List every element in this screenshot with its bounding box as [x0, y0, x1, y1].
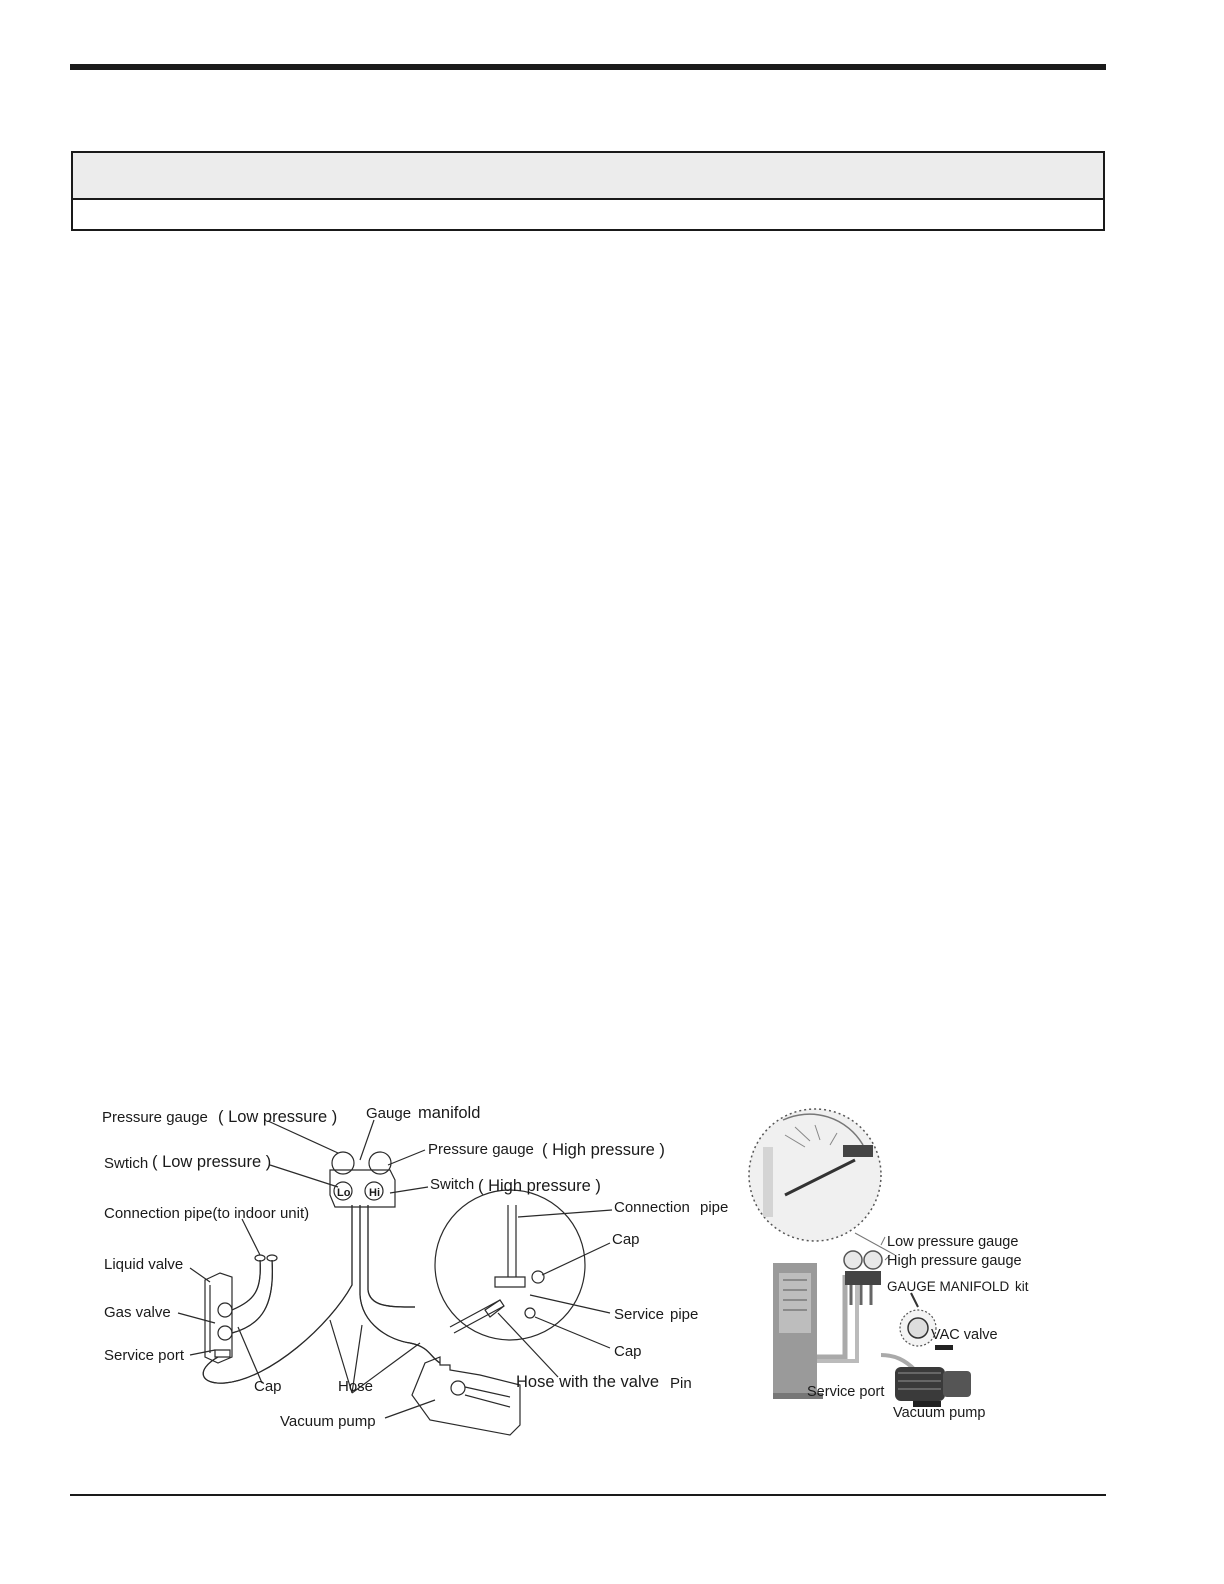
label-gauge: Gauge	[366, 1105, 412, 1122]
bottom-rule	[70, 1494, 1106, 1496]
top-rule	[70, 64, 1106, 70]
label-cap-top: Cap	[612, 1231, 640, 1248]
label-switch-high: Switch	[430, 1176, 475, 1193]
manifold-gauges	[844, 1251, 882, 1305]
label-switch-low: Swtich	[104, 1155, 149, 1172]
label-low-pressure-gauge: Low pressure gauge	[887, 1234, 1019, 1250]
outdoor-unit	[773, 1263, 823, 1399]
header-table	[71, 151, 1105, 231]
gauge-manifold	[330, 1152, 395, 1207]
gauge-closeup	[749, 1109, 881, 1241]
label-gauge-manifold-kit: kit	[1015, 1279, 1029, 1294]
label-cap-bottom: Cap	[614, 1343, 642, 1360]
label-hose: Hose	[338, 1378, 374, 1395]
label-vacuum-pump-photo: Vacuum pump	[893, 1405, 986, 1421]
vacuum-piping-diagram	[90, 1095, 750, 1440]
gauge-lo-text: Lo	[337, 1187, 351, 1199]
label-vacuum-pump: Vacuum pump	[280, 1413, 376, 1430]
indoor-connection-pipes	[232, 1255, 277, 1333]
label-liquid-valve: Liquid valve	[104, 1256, 184, 1273]
hose-open-end	[368, 1205, 415, 1307]
label-gauge-manifold: GAUGE MANIFOLD	[887, 1279, 1010, 1294]
label-manifold: manifold	[418, 1104, 481, 1122]
label-service-port: Service port	[104, 1347, 185, 1364]
hose-vacuum-pump	[360, 1205, 440, 1363]
label-service-pipe: pipe	[670, 1306, 699, 1323]
label-service: Service	[614, 1306, 665, 1323]
label-pressure-gauge-low-paren: ( Low pressure )	[218, 1108, 338, 1126]
label-pressure-gauge-high-paren: ( High pressure )	[542, 1141, 665, 1159]
label-connection-pipe-indoor: Connection pipe(to indoor unit)	[104, 1205, 310, 1222]
valve-block	[205, 1273, 232, 1363]
label-cap-left: Cap	[254, 1378, 282, 1395]
label-pressure-gauge-high: Pressure gauge	[428, 1141, 534, 1158]
label-connection-pipe: pipe	[700, 1199, 729, 1216]
gauge-hi-text: Hi	[369, 1187, 380, 1199]
label-switch-low-paren: ( Low pressure )	[152, 1153, 272, 1171]
label-gas-valve: Gas valve	[104, 1304, 171, 1321]
gauge-manifold-photo	[745, 1105, 1045, 1430]
label-vac-valve: VAC valve	[931, 1327, 998, 1343]
label-hose-pin: Pin	[670, 1375, 692, 1392]
label-high-pressure-gauge: High pressure gauge	[887, 1253, 1022, 1269]
label-connection: Connection	[614, 1199, 690, 1216]
header-table-shaded-row	[73, 153, 1103, 200]
label-service-port-photo: Service port	[807, 1384, 885, 1400]
label-pressure-gauge-low: Pressure gauge	[102, 1109, 208, 1126]
label-hose-with-valve: Hose with the valve	[516, 1373, 660, 1391]
vacuum-pump-photo	[895, 1367, 971, 1407]
vacuum-pump-illustration	[412, 1357, 520, 1435]
label-switch-high-paren: ( High pressure )	[478, 1177, 601, 1195]
